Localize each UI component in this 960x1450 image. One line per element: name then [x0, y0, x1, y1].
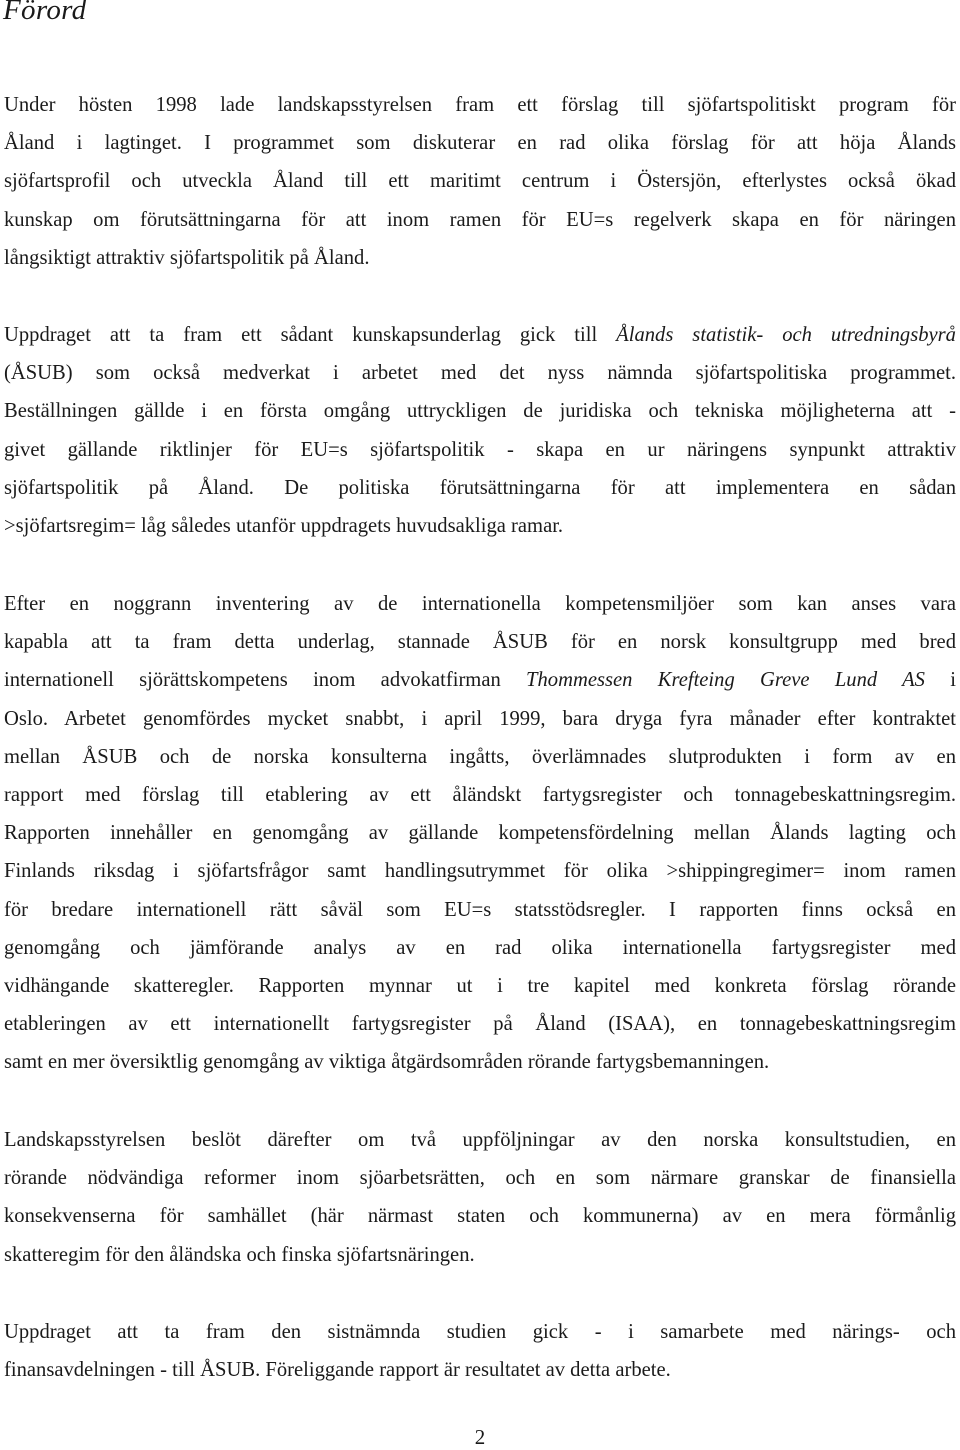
text-line: Finlands riksdag i sjöfartsfrågor samt handlingsutrymmet för olika >shippingregimer= inom ramen — [4, 860, 956, 883]
text-line: (ÅSUB) som också medverkat i arbetet med det nyss nämnda sjöfartspolitiska programmet. — [4, 362, 956, 385]
text-line: etableringen av ett internationellt fartygsregister på Åland (ISAA), en tonnagebeskattningsregim — [4, 1013, 956, 1036]
paragraph-2 — [4, 316, 956, 545]
text-line: Uppdraget att ta fram den sistnämnda studien gick - i samarbete med närings- och — [4, 1321, 956, 1343]
text-line: Efter en noggrann inventering av de internationella kompetensmiljöer som kan anses vara — [4, 593, 956, 615]
text-line: Landskapsstyrelsen beslöt därefter om två uppföljningar av den norska konsultstudien, en — [4, 1129, 956, 1151]
text-line: rörande nödvändiga reformer inom sjöarbetsrätten, och en som närmare granskar de finansiella — [4, 1167, 956, 1190]
page-title: Förord — [3, 0, 87, 26]
text-line: rapport med förslag till etablering av ett åländskt fartygsregister och tonnagebeskattningsregim. — [4, 784, 956, 807]
text-line: långsiktigt attraktiv sjöfartspolitik på Åland. — [4, 246, 370, 269]
text-line — [4, 316, 956, 354]
text-line: genomgång och jämförande analys av en rad olika internationella fartygsregister med — [4, 936, 956, 959]
text-line: kunskap om förutsättningarna för att inom ramen för EU=s regelverk skapa en för näringen — [4, 208, 956, 231]
italic-text: Ålands statistik- och utredningsbyrå — [616, 324, 956, 346]
text-line — [4, 661, 956, 699]
text-line: sjöfartsprofil och utveckla Åland till ett maritimt centrum i Östersjön, efterlystes också ökad — [4, 170, 956, 193]
text-line: givet gällande riktlinjer för EU=s sjöfartspolitik - skapa en ur näringens synpunkt attraktiv — [4, 438, 956, 461]
text-line: Rapporten innehåller en genomgång av gällande kompetensfördelning mellan Ålands lagting och — [4, 822, 956, 845]
paragraph-3 — [4, 585, 956, 1082]
page-number: 2 — [474, 1425, 486, 1449]
text-line: Oslo. Arbetet genomfördes mycket snabbt, i april 1999, bara dryga fyra månader efter kontraktet — [4, 707, 956, 730]
paragraph-5 — [4, 1313, 956, 1389]
text-line: kapabla att ta fram detta underlag, stannade ÅSUB för en norsk konsultgrupp med bred — [4, 631, 956, 654]
text-line: konsekvenserna för samhället (här närmast staten och kommunerna) av en mera förmånlig — [4, 1205, 956, 1228]
text-segment: Uppdraget att ta fram ett sådant kunskapsunderlag gick till — [4, 324, 617, 346]
paragraph-4 — [4, 1121, 956, 1274]
text-segment: i — [924, 669, 956, 692]
text-line: sjöfartspolitik på Åland. De politiska förutsättningarna för att implementera en sådan — [4, 476, 956, 499]
text-line: Beställningen gällde i en första omgång uttryckligen de juridiska och tekniska möjligheterna att - — [4, 400, 956, 423]
text-line: Under hösten 1998 lade landskapsstyrelsen fram ett förslag till sjöfartspolitiskt program för — [4, 94, 956, 116]
italic-text: Thommessen Krefteing Greve Lund AS — [526, 669, 925, 692]
text-line: >sjöfartsregim= låg således utanför uppdragets huvudsakliga ramar. — [4, 515, 564, 538]
text-line: samt en mer översiktlig genomgång av viktiga åtgärdsområden rörande fartygsbemanningen. — [4, 1051, 770, 1074]
text-segment: internationell sjörättskompetens inom advokatfirman — [4, 669, 527, 692]
paragraph-1 — [4, 86, 956, 277]
text-line: för bredare internationell rätt såväl som EU=s statsstödsregler. I rapporten finns också en — [4, 898, 956, 921]
text-line: skatteregim för den åländska och finska sjöfartsnäringen. — [4, 1243, 475, 1266]
text-line: finansavdelningen - till ÅSUB. Föreliggande rapport är resultatet av detta arbete. — [4, 1359, 671, 1382]
text-line: vidhängande skatteregler. Rapporten mynnar ut i tre kapitel med konkreta förslag rörande — [4, 975, 956, 998]
text-line: Åland i lagtinget. I programmet som diskuterar en rad olika förslag för att höja Ålands — [4, 132, 956, 155]
text-line: mellan ÅSUB och de norska konsulterna ingåtts, överlämnades slutprodukten i form av en — [4, 745, 956, 768]
